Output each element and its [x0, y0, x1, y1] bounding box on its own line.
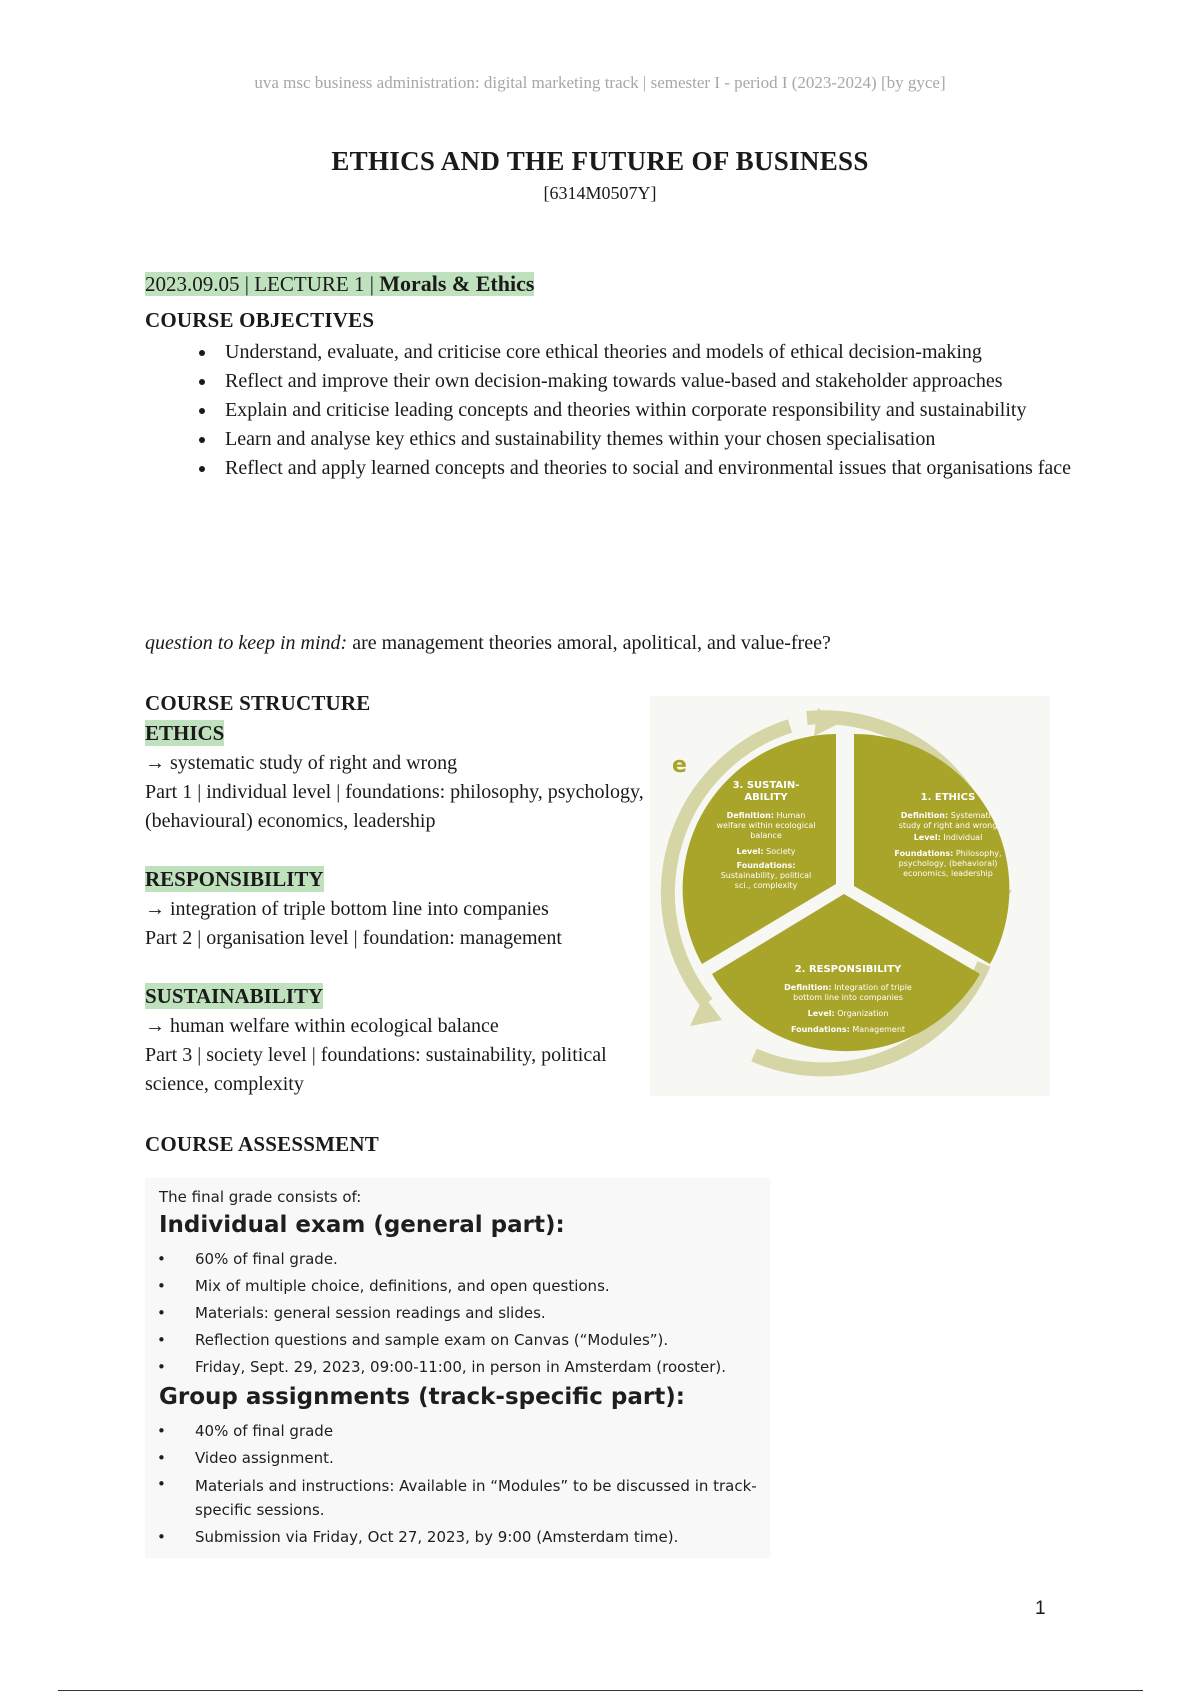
seg1-def: study of right and wrong	[898, 821, 998, 830]
ethics-part: Part 1 | individual level | foundations: philosophy, psychology, (behavioural) economics, leadership	[145, 781, 644, 832]
objective-item: • Explain and criticise leading concepts and theories within corporate responsibility and sustainability	[217, 396, 1117, 425]
responsibility-title: RESPONSIBILITY	[145, 867, 324, 891]
sustainability-title: SUSTAINABILITY	[145, 984, 324, 1008]
question-label: question to keep in mind:	[145, 632, 348, 654]
objectives-heading: COURSE OBJECTIVES	[145, 308, 375, 332]
assessment-panel	[145, 1178, 770, 1558]
lecture-highlight	[145, 272, 534, 296]
seg3-def: welfare within ecological	[716, 821, 816, 830]
guiding-question	[145, 632, 831, 655]
responsibility-line: → integration of triple bottom line into companies	[145, 898, 549, 920]
exam-item: • 60% of final grade.	[145, 1246, 770, 1273]
exam-item: • Reflection questions and sample exam on Canvas (“Modules”).	[145, 1327, 770, 1354]
lecture-date: 2023.09.05	[145, 272, 240, 296]
seg1-found: economics, leadership	[903, 869, 993, 878]
exam-title: Individual exam (general part):	[159, 1212, 565, 1238]
exam-list	[145, 1246, 770, 1381]
objective-item: • Understand, evaluate, and criticise core ethical theories and models of ethical decision-making	[217, 338, 1117, 367]
structure-heading: COURSE STRUCTURE	[145, 691, 371, 715]
objective-item: • Reflect and apply learned concepts and theories to social and environmental issues that organisations face	[217, 454, 1117, 483]
footer-rule	[58, 1690, 1143, 1691]
diagram-stray-letter: e	[672, 753, 687, 778]
lecture-number: LECTURE 1	[254, 272, 365, 296]
seg3-found: Sustainability, political	[720, 871, 812, 880]
sustainability-part: Part 3 | society level | foundations: sustainability, political science, complexity	[145, 1044, 607, 1095]
seg2-def: Definition: Integration of triple	[784, 983, 912, 992]
seg1-found: Foundations: Philosophy,	[894, 849, 1002, 858]
page-number: 1	[1035, 1598, 1046, 1619]
document-title: ETHICS AND THE FUTURE OF BUSINESS	[331, 146, 869, 176]
seg1-title: 1. ETHICS	[920, 792, 976, 803]
question-text: are management theories amoral, apolitical, and value-free?	[347, 632, 831, 654]
course-structure	[145, 688, 665, 1099]
objective-item: • Learn and analyse key ethics and sustainability themes within your chosen specialisation	[217, 425, 1117, 454]
objectives-list	[145, 338, 1117, 483]
seg2-def: bottom line into companies	[793, 993, 903, 1002]
seg3-def: balance	[750, 831, 782, 840]
group-item: • 40% of final grade	[145, 1418, 770, 1445]
group-list	[145, 1418, 770, 1551]
lecture-heading	[145, 271, 534, 297]
seg2-title: 2. RESPONSIBILITY	[794, 964, 902, 975]
lecture-sep: |	[239, 272, 255, 296]
group-title: Group assignments (track-specific part):	[159, 1384, 685, 1410]
seg2-found: Foundations: Management	[790, 1025, 906, 1034]
seg3-title: 3. SUSTAIN-	[732, 780, 800, 791]
seg1-found: psychology, (behavioral)	[898, 859, 998, 868]
assessment-intro: The final grade consists of:	[159, 1188, 362, 1206]
course-structure-diagram	[650, 696, 1050, 1096]
seg2-level: Level: Organization	[807, 1009, 889, 1018]
seg1-def: Definition: Systematic	[900, 811, 996, 820]
ethics-line: → systematic study of right and wrong	[145, 752, 458, 774]
assessment-heading: COURSE ASSESSMENT	[145, 1132, 379, 1156]
seg3-title: ABILITY	[744, 792, 788, 803]
ethics-title: ETHICS	[145, 721, 225, 745]
exam-item: • Materials: general session readings and slides.	[145, 1300, 770, 1327]
lecture-topic: Morals & Ethics	[379, 271, 535, 296]
group-item: • Video assignment.	[145, 1445, 770, 1472]
group-item: • Materials and instructions: Available in “Modules” to be discussed in track-specific sessions.	[145, 1472, 770, 1524]
seg1-level: Level: Individual	[913, 833, 983, 842]
lecture-sep: |	[364, 272, 380, 296]
seg3-found: sci., complexity	[734, 881, 798, 890]
objective-item: • Reflect and improve their own decision-making towards value-based and stakeholder approaches	[217, 367, 1117, 396]
course-code: [6314M0507Y]	[543, 183, 657, 203]
seg3-def: Definition: Human	[726, 811, 806, 820]
seg3-found-label: Foundations:	[736, 861, 796, 870]
group-item: • Submission via Friday, Oct 27, 2023, by 9:00 (Amsterdam time).	[145, 1524, 770, 1551]
page-header: uva msc business administration: digital marketing track | semester I - period I (2023-2024) [by gyce]	[254, 73, 946, 92]
seg3-level: Level: Society	[736, 847, 796, 856]
exam-item: • Mix of multiple choice, definitions, and open questions.	[145, 1273, 770, 1300]
exam-item: • Friday, Sept. 29, 2023, 09:00-11:00, in person in Amsterdam (rooster).	[145, 1354, 770, 1381]
sustainability-line: → human welfare within ecological balance	[145, 1015, 499, 1037]
responsibility-part: Part 2 | organisation level | foundation: management	[145, 927, 562, 949]
